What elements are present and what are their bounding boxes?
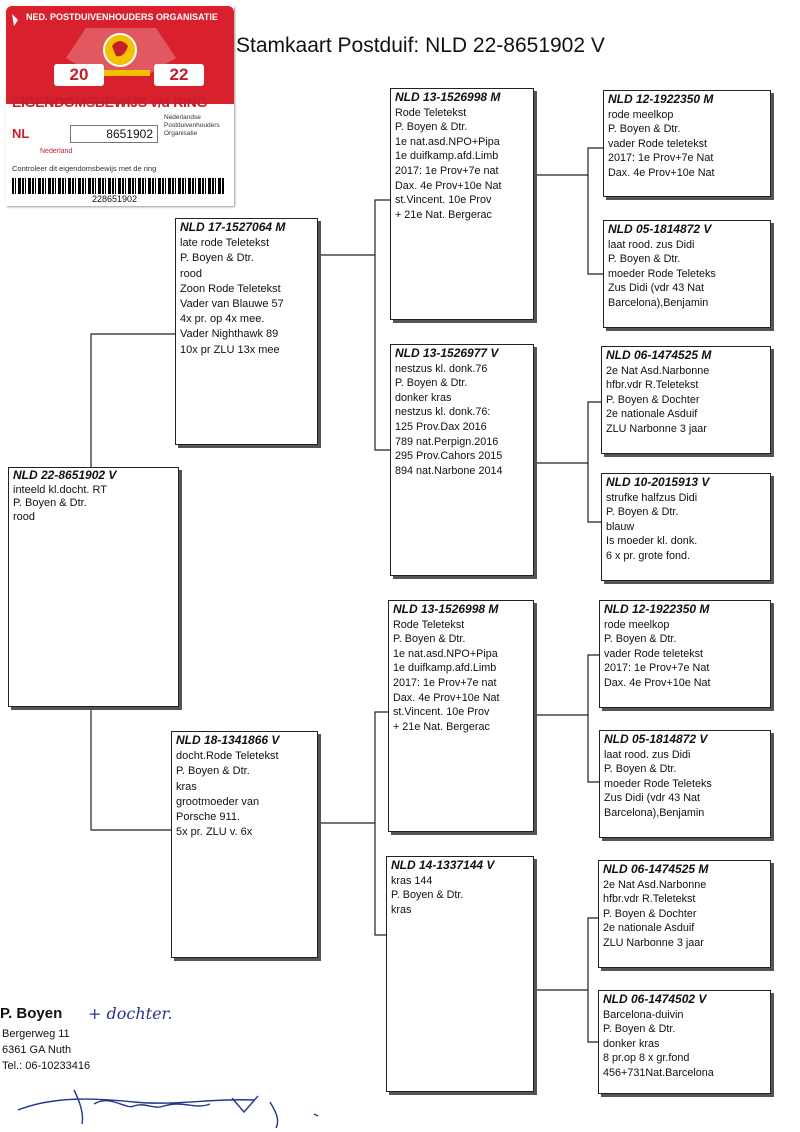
country-name: Nederland [40, 148, 73, 155]
pedigree-sire: NLD 17-1527064 M late rode Teletekst P. Boyen & Dtr. rood Zoon Rode Teletekst Vader van Blauwe 57 4x pr. op 4x mee. Vader Nighthawk 89 10x pr ZLU 13x mee [175, 218, 318, 445]
control-text: Controleer dit eigendomsbewijs met de ring [12, 164, 157, 173]
pedigree-dd-sire: NLD 06-1474525 M 2e Nat Asd.Narbonne hfbr.vdr R.Teletekst P. Boyen & Dochter 2e nationale Asduif ZLU Narbonne 3 jaar [598, 860, 771, 968]
year-right: 22 [154, 64, 204, 86]
handwritten-note: + dochter. [88, 1004, 173, 1023]
pedigree-ds-sire: NLD 12-1922350 M rode meelkop P. Boyen & Dtr. vader Rode teletekst 2017: 1e Prov+7e Nat Dax. 4e Prov+10e Nat [599, 600, 771, 708]
address-street: Bergerweg 11 [2, 1028, 70, 1040]
pedigree-ds-dam: NLD 05-1814872 V laat rood. zus Didi P. Boyen & Dtr. moeder Rode Teleteks Zus Didi (vdr 43 Nat Barcelona),Benjamin [599, 730, 771, 838]
pedigree-dam: NLD 18-1341866 V docht.Rode Teletekst P. Boyen & Dtr. kras grootmoeder van Porsche 911. 5x pr. ZLU v. 6x [171, 731, 318, 958]
pedigree-dam-dam: NLD 14-1337144 V kras 144 P. Boyen & Dtr. kras [386, 856, 534, 1092]
page-title: Stamkaart Postduif: NLD 22-8651902 V [236, 34, 605, 57]
pedigree-ss-sire: NLD 12-1922350 M rode meelkop P. Boyen & Dtr. vader Rode teletekst 2017: 1e Prov+7e Nat Dax. 4e Prov+10e Nat [603, 90, 771, 197]
pedigree-sire-sire: NLD 13-1526998 M Rode Teletekst P. Boyen & Dtr. 1e nat.asd.NPO+Pipa 1e duifkamp.afd.Limb 2017: 1e Prov+7e nat Dax. 4e Prov+10e Nat st.Vincent. 10e Prov + 21e Nat. Bergerac [390, 88, 534, 320]
organisation-name: NED. POSTDUIVENHOUDERS ORGANISATIE [26, 12, 218, 22]
pedigree-subject: NLD 22-8651902 V inteeld kl.docht. RT P. Boyen & Dtr. rood [8, 467, 179, 707]
npo-acronym: Nederlandse Postduivenhouders Organisatie [164, 114, 220, 137]
pedigree-dam-sire: NLD 13-1526998 M Rode Teletekst P. Boyen & Dtr. 1e nat.asd.NPO+Pipa 1e duifkamp.afd.Limb 2017: 1e Prov+7e nat Dax. 4e Prov+10e Nat st.Vincent. 10e Prov + 21e Nat. Bergerac [388, 600, 534, 832]
owner-name: P. Boyen [0, 1005, 63, 1022]
year-left: 20 [54, 64, 104, 86]
pedigree-sd-dam: NLD 10-2015913 V strufke halfzus Didi P. Boyen & Dtr. blauw Is moeder kl. donk. 6 x pr. grote fond. [601, 473, 771, 581]
ownership-label: EIGENDOMSBEWIJS v/d RING [12, 94, 208, 110]
pedigree-sire-dam: NLD 13-1526977 V nestzus kl. donk.76 P. Boyen & Dtr. donker kras nestzus kl. donk.76: 125 Prov.Dax 2016 789 nat.Perpign.2016 295 Prov.Cahors 2015 894 nat.Narbone 2014 [390, 344, 534, 576]
ring-number: 8651902 [70, 125, 158, 143]
signature-icon [14, 1080, 344, 1130]
pedigree-ss-dam: NLD 05-1814872 V laat rood. zus Didi P. Boyen & Dtr. moeder Rode Teleteks Zus Didi (vdr 43 Nat Barcelona),Benjamin [603, 220, 771, 328]
address-phone: Tel.: 06-10233416 [2, 1060, 91, 1072]
barcode-number: 228651902 [92, 194, 138, 204]
country-code: NL [12, 126, 30, 141]
pedigree-sd-sire: NLD 06-1474525 M 2e Nat Asd.Narbonne hfbr.vdr R.Teletekst P. Boyen & Dochter 2e nationale Asduif ZLU Narbonne 3 jaar [601, 346, 771, 454]
pedigree-dd-dam: NLD 06-1474502 V Barcelona-duivin P. Boyen & Dtr. donker kras 8 pr.op 8 x gr.fond 456+731Nat.Barcelona [598, 990, 771, 1094]
address-city: 6361 GA Nuth [2, 1044, 72, 1056]
